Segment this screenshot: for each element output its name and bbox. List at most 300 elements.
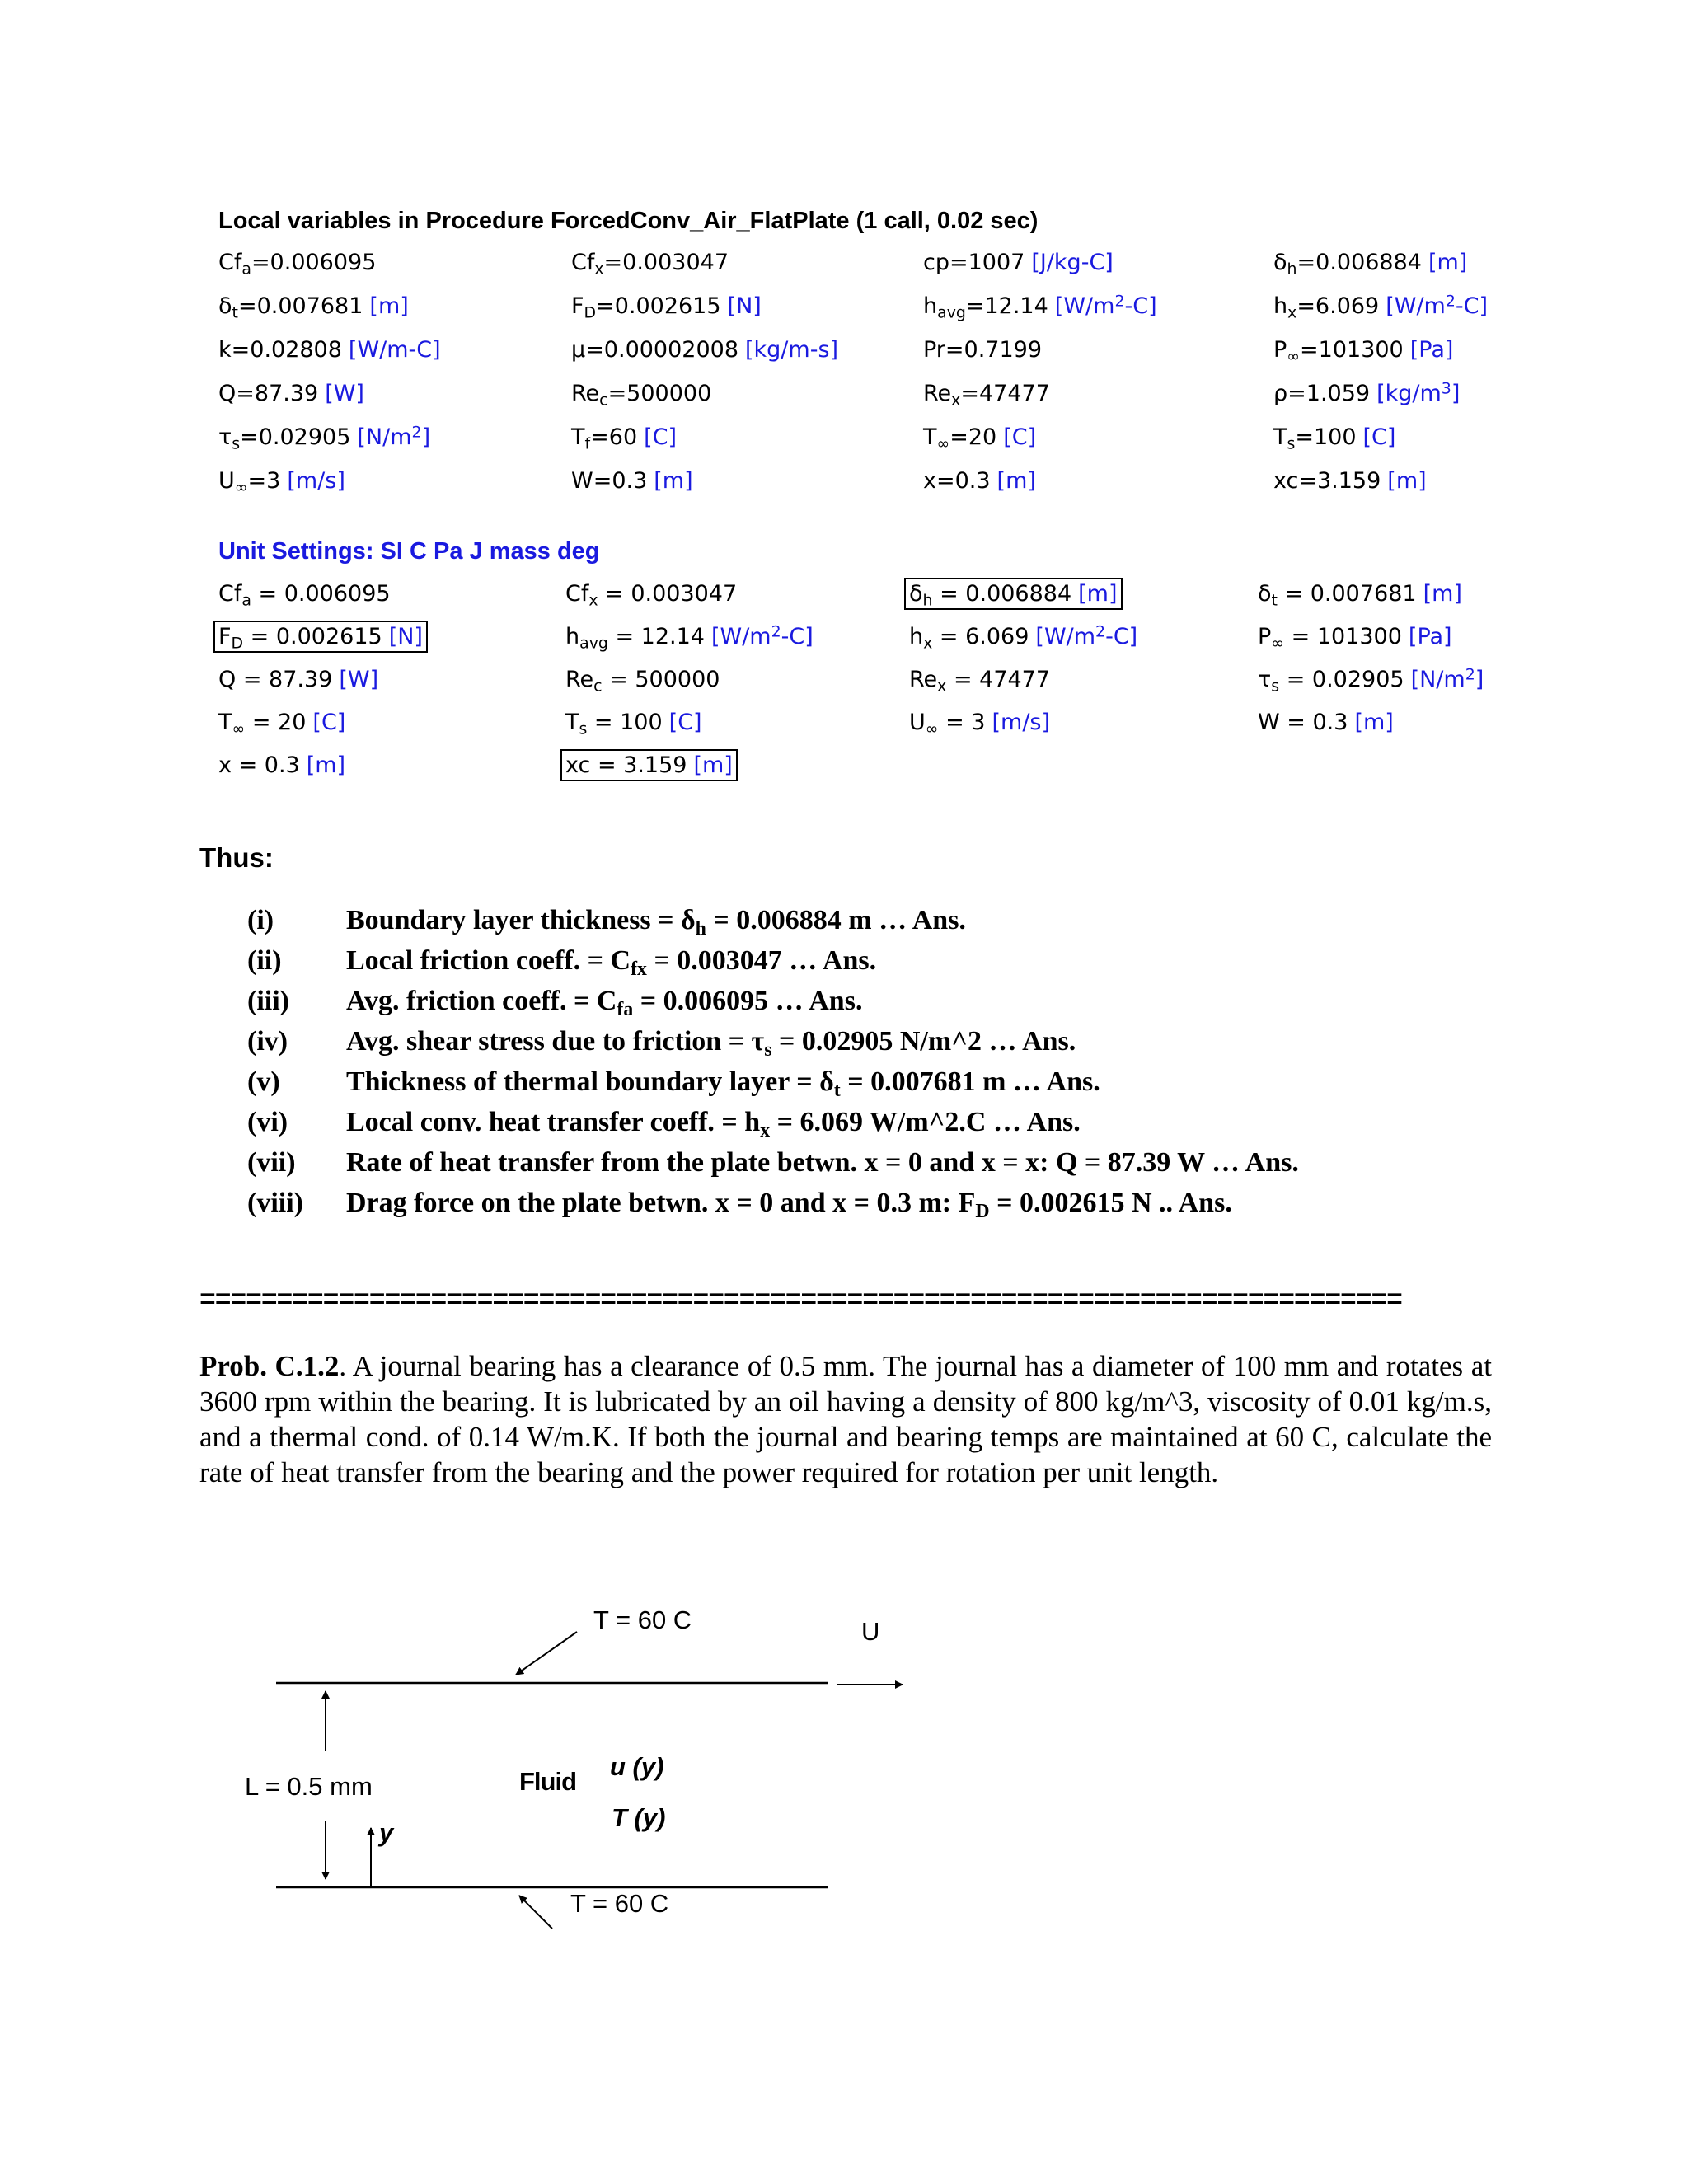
unit-setting-cell: [218, 581, 391, 610]
local-var-cell: [923, 468, 1036, 494]
answer-text-main: Avg. shear stress due to friction = τ: [346, 1026, 765, 1057]
variable-unit: [357, 424, 430, 450]
unit-superscript: 2: [1114, 292, 1125, 311]
variable-value: = 500000: [602, 667, 720, 692]
unit-setting-cell: [904, 578, 1123, 610]
unit-end: ]: [1451, 381, 1461, 406]
unit-text: [C]: [1003, 424, 1037, 450]
answer-number: (vii): [247, 1147, 296, 1178]
variable-value: = 0.3: [1279, 710, 1348, 735]
variable-unit: [1031, 250, 1114, 275]
local-var-cell: [923, 292, 1157, 322]
local-var-cell: [218, 381, 364, 406]
variable-unit: [312, 710, 345, 735]
top-temp-leader: [516, 1632, 577, 1675]
unit-end: ]: [1475, 667, 1484, 692]
unit-text: [m]: [693, 752, 733, 778]
answer-text: [346, 1066, 1100, 1102]
variable-unit: [669, 710, 702, 735]
answer-subscript: x: [760, 1120, 771, 1142]
answer-row: [247, 1026, 1566, 1063]
variable-value: =101300: [1300, 337, 1404, 363]
variable-subscript: s: [1271, 677, 1280, 696]
unit-text: [W/m: [1035, 624, 1096, 649]
variable-symbol: Q: [218, 381, 237, 406]
variable-subscript: x: [951, 391, 961, 410]
variable-subscript: x: [923, 634, 933, 653]
variable-value: =0.7199: [945, 337, 1043, 363]
variable-symbol: μ: [571, 337, 586, 363]
answer-subscript: h: [695, 918, 706, 940]
variable-unit: [369, 293, 408, 319]
local-var-cell: [571, 250, 729, 279]
variable-value: = 0.003047: [598, 581, 738, 607]
variable-unit: [1386, 293, 1488, 319]
unit-setting-cell: [565, 581, 738, 610]
unit-text: [m]: [1428, 250, 1468, 275]
local-var-cell: [1273, 250, 1468, 279]
problem-text: . A journal bearing has a clearance of 0.5 mm. The journal has a diameter of 100 mm and rotates at 3600 rpm within the bearing. It is lubricated by an oil having a density of 800 kg/m^3, viscosity of 0.01 kg/m.s, and a thermal cond. of 0.14 W/m.K. If both the journal and bearing temps are maintained at 60 C, calculate the rate of heat transfer from the bearing and the power required for rotation per unit length.: [199, 1350, 1492, 1488]
variable-value: = 0.006884: [932, 581, 1072, 607]
local-var-cell: [923, 424, 1037, 453]
local-var-cell: [1273, 337, 1454, 366]
variable-unit: [1387, 468, 1426, 494]
variable-symbol: δ: [1258, 581, 1272, 607]
variable-unit: [1409, 624, 1452, 649]
variable-unit: [644, 424, 677, 450]
unit-text: [C]: [668, 710, 702, 735]
variable-subscript: D: [584, 303, 597, 322]
variable-unit: [1411, 667, 1484, 692]
variable-symbol: W: [1258, 710, 1280, 735]
variable-value: =3.159: [1298, 468, 1381, 494]
variable-symbol: T: [218, 710, 232, 735]
variable-unit: [1354, 710, 1393, 735]
variable-unit: [1363, 424, 1396, 450]
variable-symbol: T: [571, 424, 585, 450]
answer-text-value: = 0.006095 … Ans.: [633, 986, 863, 1016]
variable-symbol: Cf: [571, 250, 595, 275]
answer-text-main: Drag force on the plate betwn. x = 0 and x = 0.3 m: F: [346, 1188, 976, 1218]
answer-text-value: = 0.006884 m … Ans.: [706, 905, 966, 935]
answer-number: (i): [247, 905, 274, 935]
answer-text: [346, 1188, 1232, 1223]
answer-subscript: fa: [617, 999, 634, 1021]
unit-text: [m]: [996, 468, 1036, 494]
local-var-cell: [1273, 381, 1460, 406]
variable-value: =1007: [949, 250, 1025, 275]
variable-value: =500000: [607, 381, 712, 406]
answer-row: [247, 945, 1566, 982]
variable-subscript: t: [1271, 591, 1278, 610]
variable-symbol: Cf: [218, 250, 242, 275]
variable-value: =0.02808: [231, 337, 342, 363]
unit-text: [Pa]: [1409, 337, 1454, 363]
fluid-label: Fluid: [519, 1767, 577, 1796]
unit-settings-title: Unit Settings: SI C Pa J mass deg: [218, 538, 600, 565]
answer-text: [346, 945, 877, 981]
answer-text-value: = 0.002615 N .. Ans.: [989, 1188, 1232, 1218]
variable-unit: [997, 468, 1036, 494]
unit-text: [m/s]: [992, 710, 1051, 735]
unit-setting-cell: [213, 621, 428, 653]
unit-text: [C]: [644, 424, 678, 450]
variable-unit: [745, 337, 838, 363]
unit-text: [C]: [1362, 424, 1396, 450]
unit-superscript: 2: [771, 622, 781, 641]
variable-symbol: h: [923, 293, 938, 319]
unit-setting-cell: [565, 622, 814, 653]
variable-subscript: a: [241, 260, 251, 279]
unit-setting-cell: [909, 667, 1051, 696]
variable-symbol: δ: [909, 581, 923, 607]
variable-unit: [654, 468, 692, 494]
variable-subscript: a: [241, 591, 251, 610]
variable-value: =0.006884: [1296, 250, 1422, 275]
answer-text-main: Local conv. heat transfer coeff. = h: [346, 1107, 761, 1137]
unit-text: [Pa]: [1408, 624, 1452, 649]
answer-text: [346, 1107, 1081, 1142]
variable-unit: [1423, 581, 1462, 607]
variable-subscript: x: [1287, 303, 1297, 322]
variable-value: = 12.14: [607, 624, 705, 649]
variable-unit: [1410, 337, 1454, 363]
variable-unit: [339, 667, 378, 692]
variable-subscript: x: [594, 260, 604, 279]
variable-subscript: x: [588, 591, 598, 610]
variable-symbol: ρ: [1273, 381, 1288, 406]
variable-value: =87.39: [236, 381, 319, 406]
answer-text: [346, 905, 966, 940]
local-variables-title: Local variables in Procedure ForcedConv_Air_FlatPlate (1 call, 0.02 sec): [218, 208, 1039, 234]
unit-text: [m]: [1354, 710, 1394, 735]
unit-superscript: 2: [1445, 292, 1456, 311]
variable-symbol: h: [1273, 293, 1288, 319]
variable-subscript: s: [1287, 434, 1296, 453]
local-var-cell: [923, 337, 1042, 363]
unit-end: ]: [421, 424, 431, 450]
answer-row: [247, 986, 1566, 1023]
variable-subscript: avg: [579, 634, 608, 653]
variable-value: =0.3: [593, 468, 648, 494]
variable-subscript: c: [599, 391, 608, 410]
unit-text: [m/s]: [287, 468, 345, 494]
variable-value: =100: [1295, 424, 1357, 450]
local-var-cell: [571, 381, 712, 410]
answer-text-main: Thickness of thermal boundary layer = δ: [346, 1066, 834, 1097]
variable-unit: [1376, 381, 1460, 406]
velocity-label: U: [861, 1617, 880, 1646]
answer-text-value: = 0.02905 N/m^2 … Ans.: [771, 1026, 1076, 1057]
variable-symbol: Pr: [923, 337, 945, 363]
variable-symbol: Cf: [565, 581, 589, 607]
variable-unit: [325, 381, 364, 406]
variable-symbol: P: [1273, 337, 1287, 363]
variable-symbol: h: [565, 624, 580, 649]
unit-text: [N/m: [1410, 667, 1465, 692]
unit-text: [m]: [1387, 468, 1427, 494]
variable-subscript: s: [579, 719, 588, 738]
unit-text: [m]: [369, 293, 409, 319]
answer-text: [346, 1147, 1299, 1179]
local-var-cell: [571, 337, 838, 363]
unit-text: [kg/m-s]: [745, 337, 839, 363]
problem-statement: [199, 1348, 1492, 1490]
unit-superscript: 2: [1095, 622, 1106, 641]
variable-value: =0.00002008: [585, 337, 738, 363]
unit-setting-cell: [218, 710, 346, 738]
unit-text: [J/kg-C]: [1031, 250, 1114, 275]
top-temperature-label: T = 60 C: [593, 1605, 692, 1634]
unit-text: [m]: [654, 468, 693, 494]
variable-symbol: τ: [218, 424, 232, 450]
answers-list: [247, 905, 1566, 1235]
variable-symbol: Re: [909, 667, 938, 692]
unit-setting-cell: [1258, 710, 1394, 735]
unit-text: [W/m-C]: [348, 337, 441, 363]
variable-value: = 47477: [946, 667, 1051, 692]
variable-symbol: x: [218, 752, 232, 778]
unit-setting-cell: [218, 667, 378, 692]
answer-subscript: t: [833, 1080, 841, 1102]
variable-value: = 0.02905: [1279, 667, 1404, 692]
variable-symbol: x: [923, 468, 936, 494]
variable-subscript: ∞: [1287, 347, 1301, 366]
answer-text-main: Boundary layer thickness = δ: [346, 905, 696, 935]
unit-superscript: 3: [1441, 379, 1451, 398]
variable-value: = 0.006095: [251, 581, 391, 607]
variable-unit: [1035, 624, 1137, 649]
separator-line: ==============================================================================: [199, 1286, 1402, 1316]
variable-value: =6.069: [1296, 293, 1380, 319]
variable-symbol: δ: [1273, 250, 1287, 275]
variable-value: = 0.002615: [243, 624, 382, 649]
variable-value: = 87.39: [236, 667, 333, 692]
answer-row: [247, 1147, 1566, 1184]
answer-subscript: D: [975, 1201, 990, 1223]
variable-value: =0.007681: [237, 293, 363, 319]
unit-setting-cell: [565, 710, 702, 738]
unit-text: [m]: [1423, 581, 1462, 607]
variable-value: = 6.069: [932, 624, 1029, 649]
temperature-profile-label: T (y): [612, 1803, 666, 1832]
variable-value: =0.003047: [603, 250, 729, 275]
answer-subscript: fx: [631, 958, 647, 981]
variable-unit: [1055, 293, 1157, 319]
variable-subscript: ∞: [936, 434, 950, 453]
variable-unit: [728, 293, 762, 319]
variable-symbol: U: [909, 710, 926, 735]
unit-end: -C]: [781, 624, 814, 649]
variable-subscript: h: [1287, 260, 1297, 279]
variable-value: =1.059: [1287, 381, 1371, 406]
variable-unit: [1078, 581, 1117, 607]
variable-value: =20: [950, 424, 997, 450]
answer-row: [247, 1107, 1566, 1144]
bottom-temp-leader: [519, 1896, 552, 1929]
answer-text: [346, 1026, 1076, 1062]
answer-number: (iii): [247, 986, 289, 1016]
unit-text: [N]: [388, 624, 423, 649]
unit-superscript: 2: [1465, 665, 1475, 684]
unit-text: [kg/m: [1376, 381, 1442, 406]
unit-text: [m]: [1078, 581, 1118, 607]
variable-symbol: h: [909, 624, 924, 649]
variable-unit: [389, 624, 423, 649]
unit-text: [N]: [727, 293, 762, 319]
local-var-cell: [571, 424, 678, 453]
answer-text-value: = 6.069 W/m^2.C … Ans.: [770, 1107, 1081, 1137]
variable-value: =60: [590, 424, 638, 450]
variable-subscript: ∞: [232, 719, 246, 738]
variable-subscript: ∞: [234, 478, 248, 497]
unit-text: [W/m: [1386, 293, 1446, 319]
variable-value: =0.3: [935, 468, 991, 494]
thus-label: Thus:: [199, 842, 274, 873]
problem-label: Prob. C.1.2: [199, 1350, 340, 1382]
answer-text-main: Rate of heat transfer from the plate betwn. x = 0 and x = x: Q = 87.39 W … Ans.: [346, 1147, 1299, 1178]
answer-number: (ii): [247, 945, 282, 976]
variable-value: = 101300: [1284, 624, 1402, 649]
local-var-cell: [1273, 468, 1427, 494]
answer-number: (viii): [247, 1188, 303, 1218]
local-var-cell: [218, 293, 409, 322]
unit-text: [N/m: [357, 424, 412, 450]
variable-value: = 3: [938, 710, 986, 735]
answer-row: [247, 905, 1566, 942]
bearing-diagram: [214, 1599, 956, 1945]
unit-setting-cell: [909, 710, 1051, 738]
unit-setting-cell: [560, 749, 738, 781]
variable-unit: [1003, 424, 1036, 450]
variable-unit: [307, 752, 345, 778]
answer-row: [247, 1188, 1566, 1225]
variable-symbol: P: [1258, 624, 1272, 649]
local-var-cell: [923, 381, 1050, 410]
local-var-cell: [218, 337, 441, 363]
variable-symbol: Q: [218, 667, 237, 692]
variable-unit: [992, 710, 1050, 735]
unit-setting-cell: [909, 622, 1138, 653]
unit-text: [W]: [325, 381, 364, 406]
variable-value: = 3.159: [590, 752, 687, 778]
variable-symbol: k: [218, 337, 232, 363]
variable-symbol: Re: [565, 667, 594, 692]
variable-unit: [1428, 250, 1467, 275]
unit-end: -C]: [1105, 624, 1138, 649]
variable-symbol: T: [923, 424, 937, 450]
variable-value: =47477: [960, 381, 1050, 406]
variable-symbol: F: [571, 293, 584, 319]
local-var-cell: [218, 423, 431, 453]
variable-value: =0.002615: [596, 293, 721, 319]
answer-subscript: s: [764, 1039, 772, 1062]
variable-symbol: Re: [571, 381, 600, 406]
variable-subscript: f: [584, 434, 591, 453]
gap-label: L = 0.5 mm: [245, 1772, 373, 1801]
answer-text-main: Local friction coeff. = C: [346, 945, 631, 976]
local-var-cell: [1273, 292, 1489, 322]
unit-text: [W]: [339, 667, 379, 692]
unit-text: [W/m: [710, 624, 771, 649]
local-var-cell: [218, 468, 345, 497]
answer-row: [247, 1066, 1566, 1104]
unit-superscript: 2: [411, 423, 422, 442]
variable-subscript: x: [937, 677, 947, 696]
variable-value: = 20: [245, 710, 307, 735]
variable-value: =3: [247, 468, 281, 494]
variable-subscript: c: [593, 677, 603, 696]
bottom-temperature-label: T = 60 C: [570, 1889, 669, 1918]
variable-symbol: Cf: [218, 581, 242, 607]
variable-symbol: xc: [565, 752, 591, 778]
variable-symbol: T: [565, 710, 579, 735]
unit-setting-cell: [1258, 581, 1462, 610]
local-var-cell: [218, 250, 377, 279]
variable-unit: [349, 337, 441, 363]
answer-text: [346, 986, 863, 1021]
variable-symbol: F: [218, 624, 232, 649]
local-var-cell: [1273, 424, 1396, 453]
answer-text-value: = 0.003047 … Ans.: [646, 945, 877, 976]
variable-unit: [693, 752, 732, 778]
variable-symbol: τ: [1258, 667, 1272, 692]
variable-value: = 100: [587, 710, 663, 735]
answer-text-value: = 0.007681 m … Ans.: [840, 1066, 1100, 1097]
unit-text: [m]: [306, 752, 346, 778]
local-var-cell: [571, 293, 762, 322]
answer-text-main: Avg. friction coeff. = C: [346, 986, 617, 1016]
y-axis-label: y: [379, 1818, 394, 1847]
variable-value: = 0.3: [231, 752, 300, 778]
answer-number: (v): [247, 1066, 280, 1097]
local-var-cell: [923, 250, 1114, 275]
unit-setting-cell: [1258, 624, 1452, 653]
variable-symbol: W: [571, 468, 593, 494]
unit-setting-cell: [1258, 665, 1484, 696]
variable-symbol: Re: [923, 381, 952, 406]
variable-symbol: cp: [923, 250, 950, 275]
variable-symbol: xc: [1273, 468, 1299, 494]
variable-symbol: U: [218, 468, 235, 494]
variable-value: =0.02905: [240, 424, 351, 450]
unit-text: [C]: [312, 710, 346, 735]
unit-setting-cell: [218, 752, 345, 778]
answer-number: (iv): [247, 1026, 288, 1057]
variable-subscript: s: [232, 434, 241, 453]
unit-text: [W/m: [1054, 293, 1115, 319]
variable-symbol: T: [1273, 424, 1287, 450]
variable-subscript: t: [232, 303, 238, 322]
variable-value: = 0.007681: [1277, 581, 1417, 607]
unit-setting-cell: [565, 667, 720, 696]
unit-end: -C]: [1124, 293, 1157, 319]
variable-subscript: ∞: [925, 719, 939, 738]
variable-unit: [711, 624, 814, 649]
variable-value: =12.14: [965, 293, 1048, 319]
unit-end: -C]: [1455, 293, 1489, 319]
local-var-cell: [571, 468, 693, 494]
variable-subscript: avg: [937, 303, 966, 322]
variable-value: =0.006095: [251, 250, 377, 275]
answer-number: (vi): [247, 1107, 288, 1137]
variable-subscript: ∞: [1271, 634, 1285, 653]
variable-subscript: D: [231, 634, 244, 653]
variable-subscript: h: [922, 591, 933, 610]
variable-symbol: δ: [218, 293, 232, 319]
velocity-profile-label: u (y): [610, 1752, 664, 1781]
variable-unit: [287, 468, 345, 494]
